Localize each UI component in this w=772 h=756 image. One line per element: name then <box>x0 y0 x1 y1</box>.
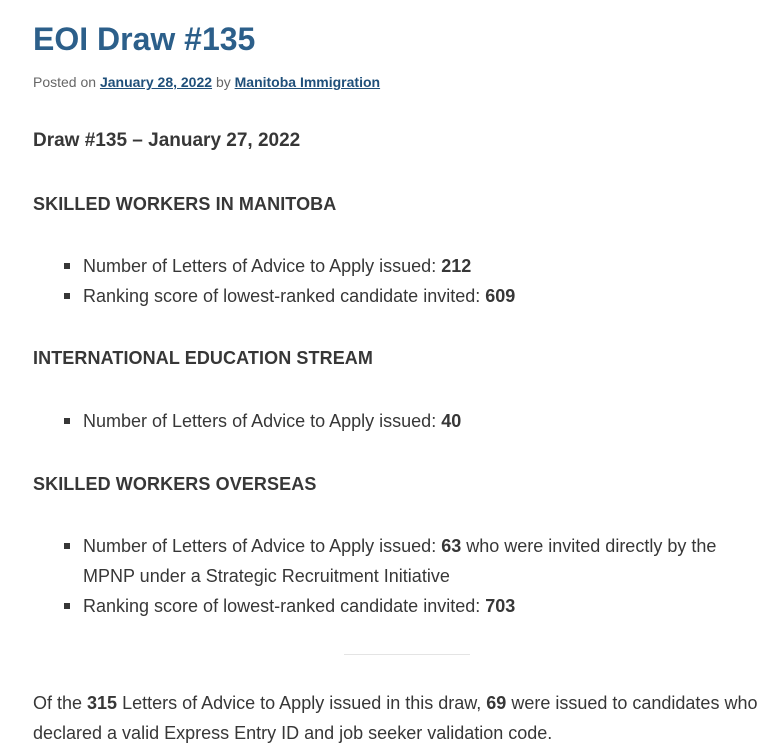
post-meta <box>33 72 380 92</box>
by-label: by <box>215 74 231 90</box>
item-text: Ranking score of lowest-ranked candidate invited: <box>83 596 486 616</box>
item-value: 40 <box>441 411 462 431</box>
section-heading-skilled-overseas: SKILLED WORKERS OVERSEAS <box>33 474 317 494</box>
section-divider <box>344 654 470 655</box>
item-value: 703 <box>485 596 516 616</box>
post-date-link[interactable]: January 28, 2022 <box>99 74 213 90</box>
list-item <box>33 406 768 436</box>
summary-paragraph <box>33 688 768 748</box>
bullet-marker <box>64 293 70 299</box>
summary-text: Letters of Advice to Apply issued in this draw, <box>117 693 487 713</box>
summary-express-count: 69 <box>486 693 507 713</box>
bullet-marker <box>64 263 70 269</box>
list-item <box>33 591 768 621</box>
list-item <box>33 251 768 281</box>
item-value: 63 <box>441 536 462 556</box>
summary-text: Of the <box>33 693 88 713</box>
bullet-marker <box>64 543 70 549</box>
list-intl-education <box>33 406 768 436</box>
list-skilled-overseas <box>33 531 768 621</box>
item-value: 609 <box>485 286 516 306</box>
item-text: Number of Letters of Advice to Apply issued: <box>83 411 442 431</box>
author-link[interactable]: Manitoba Immigration <box>234 74 381 90</box>
list-skilled-manitoba <box>33 251 768 311</box>
summary-text: were issued to candidates who declared a valid Express Entry ID and job seeker validation code. <box>33 693 758 743</box>
list-item <box>33 531 768 591</box>
bullet-marker <box>64 603 70 609</box>
item-text: Ranking score of lowest-ranked candidate invited: <box>83 286 486 306</box>
item-text: Number of Letters of Advice to Apply issued: <box>83 256 442 276</box>
section-heading-skilled-manitoba: SKILLED WORKERS IN MANITOBA <box>33 194 337 214</box>
summary-total: 315 <box>87 693 118 713</box>
posted-on-label: Posted on <box>33 74 97 90</box>
bullet-marker <box>64 418 70 424</box>
item-text: Number of Letters of Advice to Apply issued: <box>83 536 442 556</box>
draw-heading: Draw #135 – January 27, 2022 <box>33 130 301 151</box>
list-item <box>33 281 768 311</box>
item-suffix: who were invited directly by the MPNP under a Strategic Recruitment Initiative <box>83 536 717 586</box>
item-value: 212 <box>441 256 472 276</box>
post-title: EOI Draw #135 <box>33 21 256 57</box>
section-heading-intl-education: INTERNATIONAL EDUCATION STREAM <box>33 348 373 368</box>
